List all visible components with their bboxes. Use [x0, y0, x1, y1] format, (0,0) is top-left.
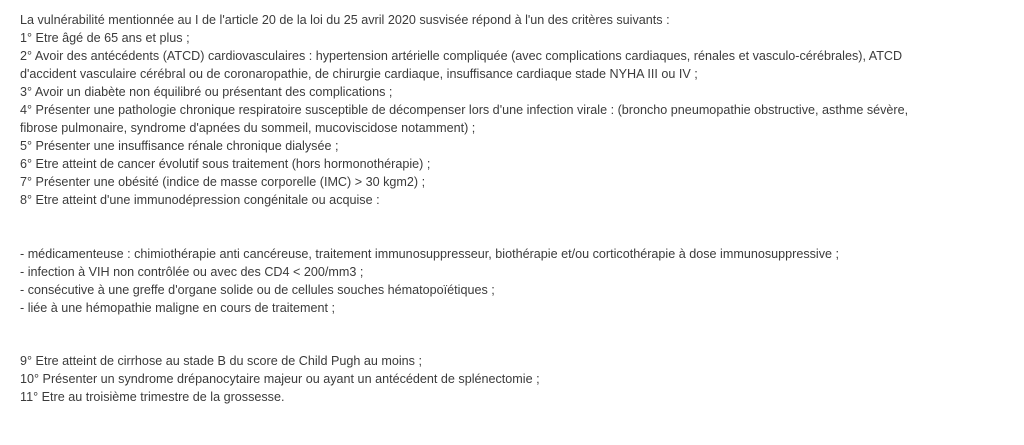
- criterion-6: 6° Etre atteint de cancer évolutif sous traitement (hors hormonothérapie) ;: [20, 157, 431, 171]
- criterion-4-line-1: 4° Présenter une pathologie chronique respiratoire susceptible de décompenser lors d'une infection virale : (broncho pneumopathie obstructive, asthme sévère,: [20, 103, 909, 117]
- intro-paragraph: La vulnérabilité mentionnée au I de l'article 20 de la loi du 25 avril 2020 susvisée répond à l'un des critères suivants :: [20, 13, 670, 27]
- paragraph-spacer: [20, 317, 1004, 352]
- criterion-1: 1° Etre âgé de 65 ans et plus ;: [20, 31, 190, 45]
- criterion-8: 8° Etre atteint d'une immunodépression congénitale ou acquise :: [20, 193, 380, 207]
- immuno-subitem-hemopathie: - liée à une hémopathie maligne en cours de traitement ;: [20, 301, 336, 315]
- paragraph-spacer: [20, 209, 1004, 245]
- criterion-9: 9° Etre atteint de cirrhose au stade B du score de Child Pugh au moins ;: [20, 354, 422, 368]
- immuno-subitem-medicamenteuse: - médicamenteuse : chimiothérapie anti cancéreuse, traitement immunosuppresseur, biothérapie et/ou corticothérapie à dose immunosuppressive ;: [20, 247, 840, 261]
- criterion-11: 11° Etre au troisième trimestre de la grossesse.: [20, 390, 285, 404]
- criterion-5: 5° Présenter une insuffisance rénale chronique dialysée ;: [20, 139, 339, 153]
- criterion-7: 7° Présenter une obésité (indice de masse corporelle (IMC) > 30 kgm2) ;: [20, 175, 426, 189]
- criterion-3: 3° Avoir un diabète non équilibré ou présentant des complications ;: [20, 85, 393, 99]
- criterion-4-line-2: fibrose pulmonaire, syndrome d'apnées du sommeil, mucoviscidose notamment) ;: [20, 121, 476, 135]
- criterion-10: 10° Présenter un syndrome drépanocytaire majeur ou ayant un antécédent de splénectomie ;: [20, 372, 540, 386]
- criterion-2-line-2: d'accident vasculaire cérébral ou de coronaropathie, de chirurgie cardiaque, insuffisance cardiaque stade NYHA III ou IV ;: [20, 67, 698, 81]
- immuno-subitem-greffe: - consécutive à une greffe d'organe solide ou de cellules souches hématopoïétiques ;: [20, 283, 495, 297]
- immuno-subitem-vih: - infection à VIH non contrôlée ou avec des CD4 < 200/mm3 ;: [20, 265, 364, 279]
- criterion-2-line-1: 2° Avoir des antécédents (ATCD) cardiovasculaires : hypertension artérielle compliquée (avec complications cardiaques, rénales et vasculo-cérébrales), ATCD: [20, 49, 903, 63]
